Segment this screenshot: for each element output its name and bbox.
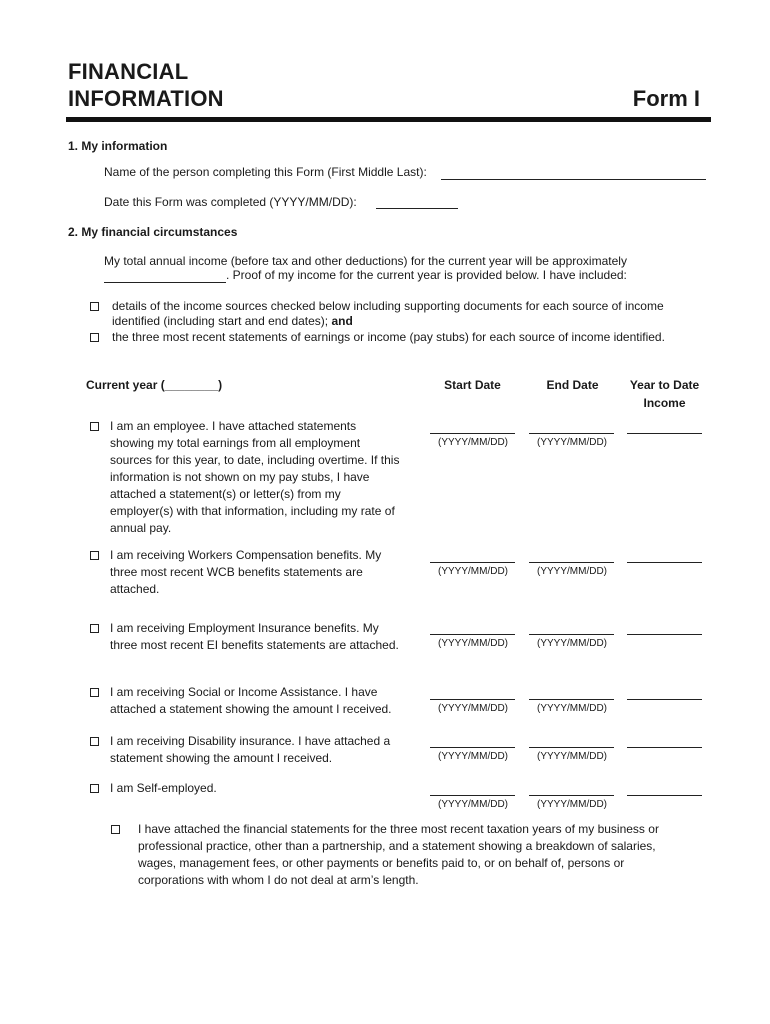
employee-text bbox=[110, 418, 399, 537]
current-year-label: Current year (________) bbox=[86, 378, 223, 392]
self-employed-end-date-field[interactable] bbox=[529, 795, 614, 796]
included-paystubs-label: the three most recent statements of earnings or income (pay stubs) for each source of income identified. bbox=[112, 330, 665, 344]
financial-statements-checkbox[interactable] bbox=[111, 825, 120, 834]
end-date-heading: End Date bbox=[546, 378, 599, 392]
date-format-hint: (YYYY/MM/DD) bbox=[537, 751, 607, 762]
date-completed-label: Date this Form was completed (YYYY/MM/DD): bbox=[104, 195, 357, 209]
ytd-heading-line-1: Year to Date bbox=[629, 378, 700, 392]
row-text-line: I have attached the financial statements for the three most recent taxation years of my business or bbox=[138, 822, 659, 836]
row-text-line: wages, management fees, or other payments or benefits paid to, or on behalf of, persons or bbox=[138, 856, 625, 870]
row-text-line: three most recent WCB benefits statements are bbox=[110, 565, 363, 579]
employee-start-date-field[interactable] bbox=[430, 433, 515, 434]
wcb-ytd-field[interactable] bbox=[627, 562, 702, 563]
name-field[interactable] bbox=[441, 179, 706, 180]
and-connector: and bbox=[331, 314, 353, 328]
included-details-text: identified (including start and end dates); bbox=[112, 314, 329, 328]
row-text-line: three most recent EI benefits statements are attached. bbox=[110, 638, 399, 652]
self-employed-start-date-field[interactable] bbox=[430, 795, 515, 796]
social-assistance-checkbox[interactable] bbox=[90, 688, 99, 697]
date-format-hint: (YYYY/MM/DD) bbox=[438, 638, 508, 649]
row-text-line: corporations with whom I do not deal at arm’s length. bbox=[138, 873, 419, 887]
income-text-line-2: . Proof of my income for the current year is provided below. I have included: bbox=[226, 268, 627, 282]
employee-ytd-field[interactable] bbox=[627, 433, 702, 434]
ytd-income-heading bbox=[617, 376, 712, 412]
wcb-checkbox[interactable] bbox=[90, 551, 99, 560]
date-format-hint: (YYYY/MM/DD) bbox=[438, 437, 508, 448]
disability-checkbox[interactable] bbox=[90, 737, 99, 746]
employee-end-date-field[interactable] bbox=[529, 433, 614, 434]
employee-checkbox[interactable] bbox=[90, 422, 99, 431]
ytd-heading-line-2: Income bbox=[643, 396, 686, 410]
title-line-2: INFORMATION bbox=[68, 86, 224, 111]
disability-end-date-field[interactable] bbox=[529, 747, 614, 748]
ei-checkbox[interactable] bbox=[90, 624, 99, 633]
row-text-line: attached a statement(s) or letter(s) from my bbox=[110, 487, 341, 501]
included-paystubs-checkbox[interactable] bbox=[90, 333, 99, 342]
ei-end-date-field[interactable] bbox=[529, 634, 614, 635]
income-text-line-1: My total annual income (before tax and other deductions) for the current year will be approximately bbox=[104, 254, 627, 268]
date-format-hint: (YYYY/MM/DD) bbox=[438, 703, 508, 714]
header-rule bbox=[66, 117, 711, 122]
row-text-line: statement showing the amount I received. bbox=[110, 751, 333, 765]
included-details-line-1: details of the income sources checked below including supporting documents for each source of income bbox=[112, 299, 664, 313]
wcb-start-date-field[interactable] bbox=[430, 562, 515, 563]
row-text-line: I am receiving Social or Income Assistance. I have bbox=[110, 685, 378, 699]
row-text-line: attached a statement showing the amount I received. bbox=[110, 702, 392, 716]
title-line-1: FINANCIAL bbox=[68, 59, 189, 84]
wcb-end-date-field[interactable] bbox=[529, 562, 614, 563]
date-format-hint: (YYYY/MM/DD) bbox=[537, 703, 607, 714]
row-text-line: professional practice, other than a partnership, and a statement showing a breakdown of salaries, bbox=[138, 839, 656, 853]
row-text-line: sources for this year, to date, including overtime. If this bbox=[110, 453, 400, 467]
ei-start-date-field[interactable] bbox=[430, 634, 515, 635]
row-text-line: I am receiving Employment Insurance benefits. My bbox=[110, 621, 379, 635]
section-2-heading: 2. My financial circumstances bbox=[68, 225, 238, 239]
date-format-hint: (YYYY/MM/DD) bbox=[537, 638, 607, 649]
social-assistance-end-date-field[interactable] bbox=[529, 699, 614, 700]
row-text-line: I am receiving Workers Compensation benefits. My bbox=[110, 548, 382, 562]
date-format-hint: (YYYY/MM/DD) bbox=[537, 437, 607, 448]
date-format-hint: (YYYY/MM/DD) bbox=[438, 799, 508, 810]
ei-text bbox=[110, 620, 399, 654]
self-employed-checkbox[interactable] bbox=[90, 784, 99, 793]
date-format-hint: (YYYY/MM/DD) bbox=[537, 566, 607, 577]
row-text-line: I am receiving Disability insurance. I have attached a bbox=[110, 734, 391, 748]
self-employed-label: I am Self-employed. bbox=[110, 781, 217, 795]
row-text-line: attached. bbox=[110, 582, 160, 596]
section-1-heading: 1. My information bbox=[68, 139, 168, 153]
ei-ytd-field[interactable] bbox=[627, 634, 702, 635]
wcb-text bbox=[110, 547, 381, 598]
row-text-line: annual pay. bbox=[110, 521, 172, 535]
disability-start-date-field[interactable] bbox=[430, 747, 515, 748]
disability-text bbox=[110, 733, 390, 767]
date-format-hint: (YYYY/MM/DD) bbox=[438, 566, 508, 577]
form-title bbox=[68, 58, 224, 112]
date-format-hint: (YYYY/MM/DD) bbox=[537, 799, 607, 810]
included-details-checkbox[interactable] bbox=[90, 302, 99, 311]
row-text-line: employer(s) with that information, including my rate of bbox=[110, 504, 395, 518]
row-text-line: information is not shown on my pay stubs, I have bbox=[110, 470, 370, 484]
date-format-hint: (YYYY/MM/DD) bbox=[438, 751, 508, 762]
self-employed-ytd-field[interactable] bbox=[627, 795, 702, 796]
social-assistance-text bbox=[110, 684, 392, 718]
date-completed-field[interactable] bbox=[376, 208, 458, 209]
social-assistance-start-date-field[interactable] bbox=[430, 699, 515, 700]
social-assistance-ytd-field[interactable] bbox=[627, 699, 702, 700]
form-label: Form I bbox=[632, 86, 700, 111]
row-text-line: I am an employee. I have attached statements bbox=[110, 419, 357, 433]
financial-statements-text bbox=[138, 821, 659, 889]
disability-ytd-field[interactable] bbox=[627, 747, 702, 748]
annual-income-field[interactable] bbox=[104, 282, 226, 283]
start-date-heading: Start Date bbox=[444, 378, 501, 392]
included-details-line-2 bbox=[112, 313, 353, 330]
row-text-line: showing my total earnings from all employment bbox=[110, 436, 361, 450]
name-label: Name of the person completing this Form (First Middle Last): bbox=[104, 165, 427, 179]
